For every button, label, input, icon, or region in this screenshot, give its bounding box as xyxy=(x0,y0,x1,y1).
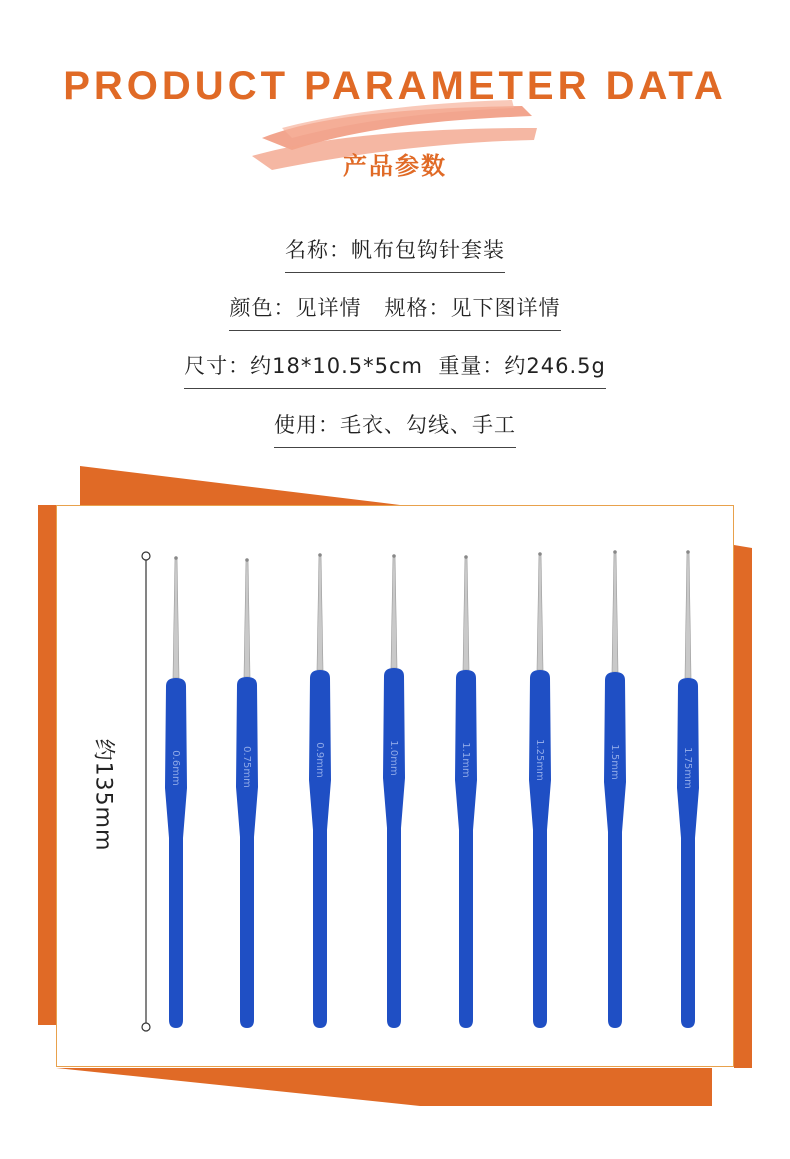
hook-shaft xyxy=(685,552,691,678)
crochet-hook xyxy=(604,550,626,1028)
hook-size-label: 1.25mm xyxy=(534,739,545,781)
hook-size-label: 1.0mm xyxy=(388,740,399,776)
page-title: PRODUCT PARAMETER DATA xyxy=(63,64,727,108)
hook-handle xyxy=(309,670,331,1028)
hook-handle xyxy=(165,678,187,1028)
hook-size-label: 0.6mm xyxy=(170,750,181,786)
hook-handle xyxy=(529,670,551,1028)
hook-tip xyxy=(464,555,468,559)
hook-shaft xyxy=(612,552,618,672)
hook-handle xyxy=(677,678,699,1028)
hook-tip xyxy=(392,554,396,558)
crochet-hook xyxy=(529,552,551,1028)
hook-handle xyxy=(236,677,258,1028)
hook-shaft xyxy=(173,558,179,678)
hook-shaft xyxy=(391,556,397,668)
hook-tip xyxy=(174,556,178,560)
param-size-weight-text: 尺寸：约18*10.5*5cm 重量：约246.5g xyxy=(184,350,606,389)
crochet-hook xyxy=(165,556,187,1028)
hook-size-label: 0.75mm xyxy=(241,746,252,788)
hook-shaft xyxy=(244,560,250,677)
hook-tip xyxy=(318,553,322,557)
hook-size-label: 1.75mm xyxy=(682,747,693,789)
hook-size-label: 1.5mm xyxy=(609,744,620,780)
hook-handle xyxy=(455,670,477,1028)
hook-handle xyxy=(604,672,626,1028)
crochet-hook xyxy=(236,558,258,1028)
param-usage-text: 使用：毛衣、勾线、手工 xyxy=(274,409,516,448)
crochet-hook xyxy=(309,553,331,1028)
hook-size-label: 1.1mm xyxy=(460,742,471,778)
hook-shaft xyxy=(463,557,469,670)
param-name-text: 名称：帆布包钩针套装 xyxy=(285,234,505,273)
hook-tip xyxy=(686,550,690,554)
crochet-hook xyxy=(455,555,477,1028)
hook-handle xyxy=(383,668,405,1028)
page-subtitle: 产品参数 xyxy=(343,152,447,180)
crochet-hook xyxy=(383,554,405,1028)
measurement-label: 约135mm xyxy=(90,738,116,852)
hook-tip xyxy=(538,552,542,556)
hook-tip xyxy=(613,550,617,554)
hook-tip xyxy=(245,558,249,562)
param-color-spec-text: 颜色：见详情 规格：见下图详情 xyxy=(229,292,560,331)
hook-size-label: 0.9mm xyxy=(314,742,325,778)
crochet-hook xyxy=(677,550,699,1028)
hook-shaft xyxy=(537,554,543,670)
hook-shaft xyxy=(317,555,323,670)
